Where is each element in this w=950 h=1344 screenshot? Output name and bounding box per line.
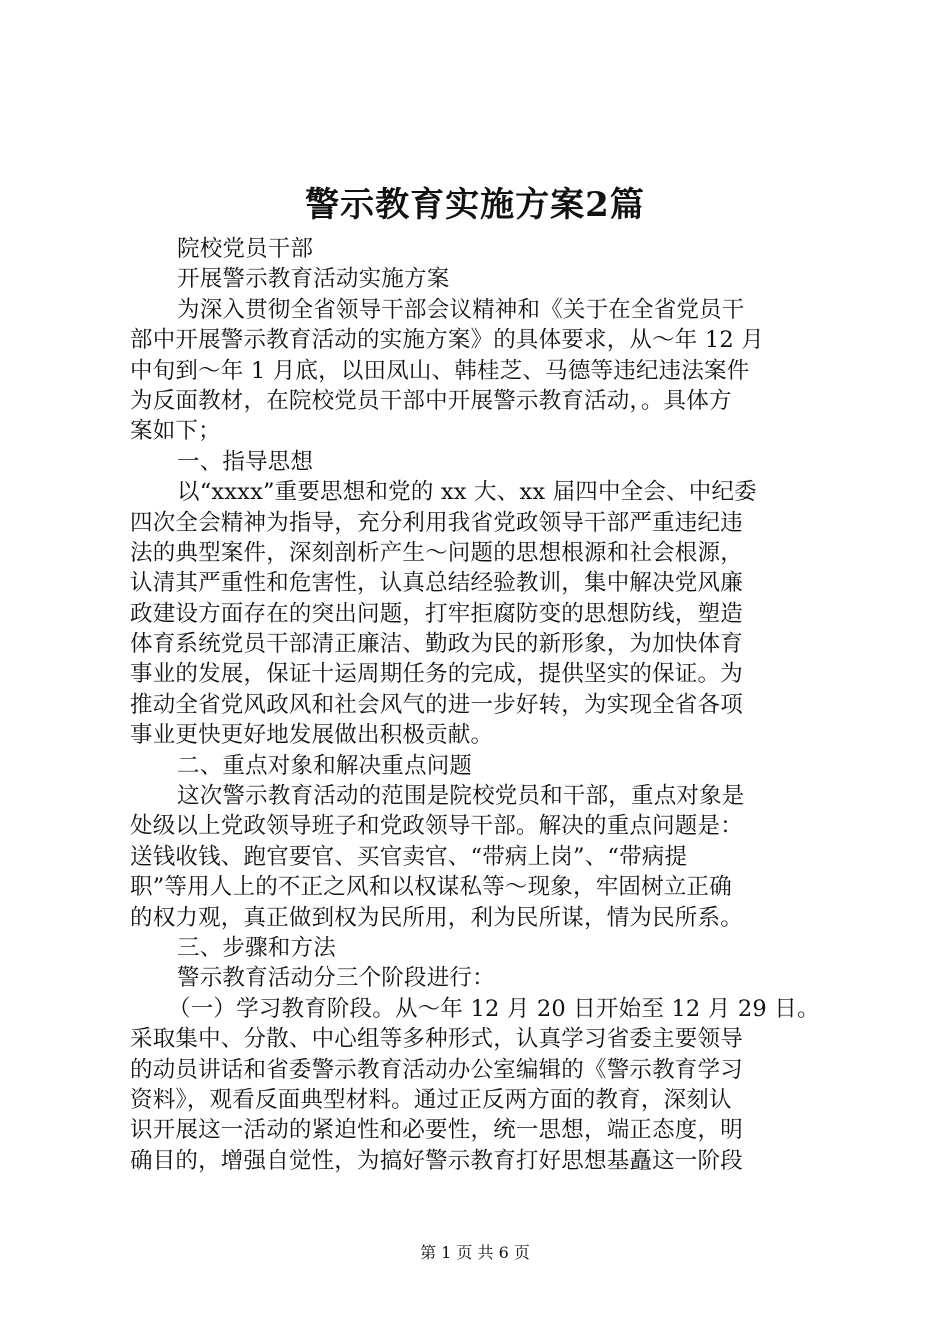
section-heading: 一、指导思想 <box>177 448 314 475</box>
text-line: 处级以上党政领导班子和党政领导干部。解决的重点问题是： <box>130 813 743 840</box>
text-line: 法的典型案件，深刻剖析产生～问题的思想根源和社会根源， <box>130 539 743 566</box>
text-line: 推动全省党风政风和社会风气的进一步好转，为实现全省各项 <box>130 691 743 718</box>
text-line: 警示教育活动分三个阶段进行： <box>177 965 495 992</box>
text-line: 资料》，观看反面典型材料。通过正反两方面的教育，深刻认 <box>130 1086 732 1113</box>
text-line: 以“xxxx”重要思想和党的 xx 大、xx 届四中全会、中纪委 <box>177 479 757 506</box>
section-heading: 二、重点对象和解决重点问题 <box>177 752 473 779</box>
text-line: 政建设方面存在的突出问题，打牢拒腐防变的思想防线，塑造 <box>130 600 743 627</box>
text-line: 事业的发展，保证十运周期任务的完成，提供坚实的保证。为 <box>130 661 743 688</box>
text-line: 的权力观，真正做到权为民所用，利为民所谋，情为民所系。 <box>130 904 743 931</box>
text-line: 为反面教材，在院校党员干部中开展警示教育活动，。具体方 <box>130 387 732 414</box>
text-line: 认清其严重性和危害性，认真总结经验教训，集中解决党风廉 <box>130 570 743 597</box>
text-line: 确目的，增强自觉性，为搞好警示教育打好思想基矗这一阶段 <box>130 1147 743 1174</box>
text-line: 开展警示教育活动实施方案 <box>177 266 450 293</box>
text-line: 四次全会精神为指导，充分利用我省党政领导干部严重违纪违 <box>130 509 743 536</box>
text-line: 部中开展警示教育活动的实施方案》的具体要求，从～年 12 月 <box>130 327 764 354</box>
text-line: （一）学习教育阶段。从～年 12 月 20 日开始至 12 月 29 日。 <box>168 995 820 1022</box>
document-title: 警示教育实施方案2篇 <box>305 185 645 225</box>
text-line: 送钱收钱、跑官要官、买官卖官、“带病上岗”、“带病提 <box>130 843 688 870</box>
page-footer: 第 1 页 共 6 页 <box>420 1243 530 1262</box>
section-heading: 三、步骤和方法 <box>177 934 336 961</box>
text-line: 采取集中、分散、中心组等多种形式，认真学习省委主要领导 <box>130 1026 743 1053</box>
text-line: 职”等用人上的不正之风和以权谋私等～现象，牢固树立正确 <box>130 874 732 901</box>
text-line: 院校党员干部 <box>177 236 314 262</box>
document-body <box>130 234 835 1176</box>
text-line: 为深入贯彻全省领导干部会议精神和《关于在全省党员干 <box>177 296 745 323</box>
text-line: 识开展这一活动的紧迫性和必要性，统一思想，端正态度，明 <box>130 1117 743 1144</box>
text-line: 中旬到～年 1 月底，以田凤山、韩桂芝、马德等违纪违法案件 <box>130 357 750 384</box>
text-line: 的动员讲话和省委警示教育活动办公室编辑的《警示教育学习 <box>130 1056 743 1083</box>
text-line: 这次警示教育活动的范围是院校党员和干部，重点对象是 <box>177 783 745 810</box>
text-line: 事业更快更好地发展做出积极贡献。 <box>130 722 494 749</box>
text-line: 体育系统党员干部清正廉洁、勤政为民的新形象，为加快体育 <box>130 631 743 658</box>
text-line: 案如下； <box>130 418 221 445</box>
